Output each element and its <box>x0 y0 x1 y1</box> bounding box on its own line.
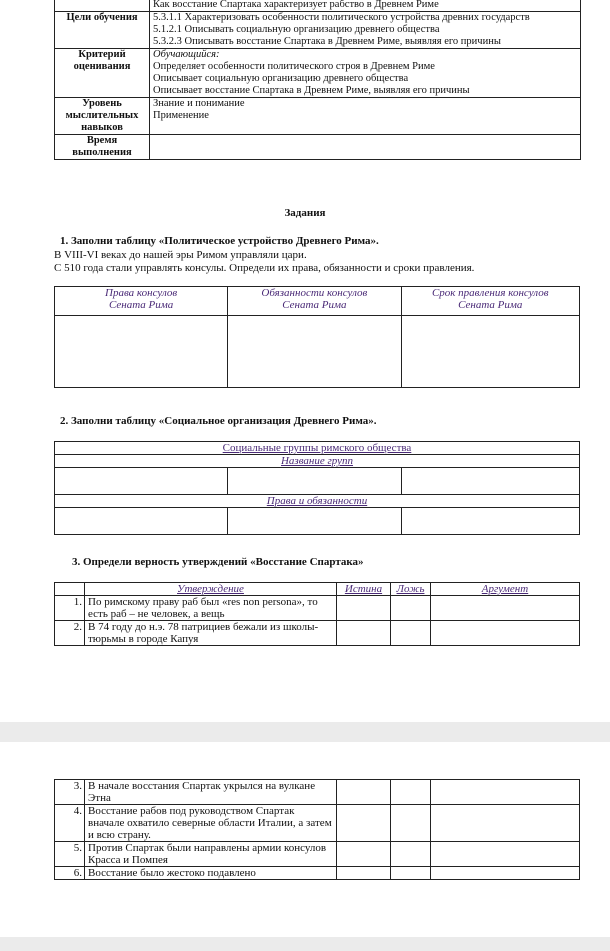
false-cell[interactable] <box>391 621 431 646</box>
argument-cell[interactable] <box>431 805 580 842</box>
rights-cell-1[interactable] <box>55 508 228 535</box>
statement-number: 2. <box>55 621 85 646</box>
statement-number: 6. <box>55 867 85 880</box>
false-cell[interactable] <box>391 596 431 621</box>
social-table <box>54 441 580 535</box>
answer-rights-cell[interactable] <box>55 316 228 388</box>
group-names-header: Название групп <box>55 455 580 468</box>
goal-2: 5.1.2.1 Описывать социальную организацию древнего общества <box>153 24 440 35</box>
statement-text: Против Спартак были направлены армии консулов Красса и Помпея <box>85 842 337 867</box>
true-cell[interactable] <box>337 805 391 842</box>
criterion-1: Определяет особенности политического строя в Древнем Риме <box>153 61 435 72</box>
group-name-cell-3[interactable] <box>401 468 580 495</box>
false-cell[interactable] <box>391 842 431 867</box>
answer-term-cell[interactable] <box>401 316 580 388</box>
false-cell[interactable] <box>391 780 431 805</box>
consuls-table <box>54 286 580 388</box>
lesson-info-table <box>54 0 581 160</box>
level-label: Уровень мыслительных навыков <box>55 98 150 135</box>
task2-title: 2. Заполни таблицу «Социальное организация Древнего Рима». <box>60 415 377 427</box>
social-groups-header: Социальные группы римского общества <box>55 442 580 455</box>
statement-text: По римскому праву раб был «res non persona», то есть раб – не человек, а вещь <box>85 596 337 621</box>
goals-cell <box>150 12 581 49</box>
criteria-cell <box>150 49 581 98</box>
rights-cell-2[interactable] <box>228 508 401 535</box>
header-rights: Права консулов Сената Рима <box>55 287 228 316</box>
tasks-heading: Задания <box>284 207 326 219</box>
task1-line2: С 510 года стали управлять консулы. Определи их права, обязанности и сроки правления. <box>54 262 475 274</box>
criterion-3: Описывает восстание Спартака в Древнем Риме, выявляя его причины <box>153 85 470 96</box>
true-cell[interactable] <box>337 596 391 621</box>
time-row <box>55 135 581 160</box>
statements-table-continued <box>54 779 580 880</box>
statements-table <box>54 582 580 646</box>
time-value <box>150 135 581 160</box>
goals-row <box>55 12 581 49</box>
statement-row <box>55 621 580 646</box>
task3-title: 3. Определи верность утверждений «Восстание Спартака» <box>72 556 364 568</box>
level-1: Знание и понимание <box>153 98 245 109</box>
topic-question: Как восстание Спартака характеризует рабство в Древнем Риме <box>150 0 581 12</box>
statement-row <box>55 842 580 867</box>
statement-row <box>55 867 580 880</box>
argument-cell[interactable] <box>431 867 580 880</box>
level-cell <box>150 98 581 135</box>
group-name-cell-1[interactable] <box>55 468 228 495</box>
group-name-cell-2[interactable] <box>228 468 401 495</box>
criterion-2: Описывает социальную организацию древнего общества <box>153 73 409 84</box>
argument-cell[interactable] <box>431 621 580 646</box>
true-cell[interactable] <box>337 621 391 646</box>
consuls-header-row <box>55 287 580 316</box>
goal-1: 5.3.1.1 Характеризовать особенности политического устройства древних государств <box>153 12 530 23</box>
false-cell[interactable] <box>391 867 431 880</box>
goal-3: 5.3.2.3 Описывать восстание Спартака в Древнем Риме, выявляя его причины <box>153 36 501 47</box>
statement-text: В 74 году до н.э. 78 патрициев бежали из школы-тюрьмы в городе Капуя <box>85 621 337 646</box>
true-cell[interactable] <box>337 780 391 805</box>
argument-cell[interactable] <box>431 780 580 805</box>
true-cell[interactable] <box>337 842 391 867</box>
statements-header-row <box>55 583 580 596</box>
statement-number: 1. <box>55 596 85 621</box>
argument-cell[interactable] <box>431 596 580 621</box>
header-argument: Аргумент <box>431 583 580 596</box>
true-cell[interactable] <box>337 867 391 880</box>
statement-row <box>55 805 580 842</box>
topic-row <box>55 0 581 12</box>
time-label: Время выполнения <box>55 135 150 160</box>
consuls-answer-row <box>55 316 580 388</box>
argument-cell[interactable] <box>431 842 580 867</box>
statement-row <box>55 780 580 805</box>
level-2: Применение <box>153 110 209 121</box>
rights-cell-3[interactable] <box>401 508 580 535</box>
statement-number: 3. <box>55 780 85 805</box>
statement-number: 4. <box>55 805 85 842</box>
task1-line1: В VIII-VI веках до нашей эры Римом управляли цари. <box>54 249 307 261</box>
header-false: Ложь <box>391 583 431 596</box>
criteria-label: Критерий оценивания <box>55 49 150 98</box>
task1-title: 1. Заполни таблицу «Политическое устройство Древнего Рима». <box>60 235 379 247</box>
header-true: Истина <box>337 583 391 596</box>
worksheet-page-2 <box>0 742 610 937</box>
statement-row <box>55 596 580 621</box>
answer-duties-cell[interactable] <box>228 316 401 388</box>
header-term: Срок правления консулов Сената Рима <box>401 287 580 316</box>
header-statement: Утверждение <box>85 583 337 596</box>
goals-label: Цели обучения <box>55 12 150 49</box>
false-cell[interactable] <box>391 805 431 842</box>
header-duties: Обязанности консулов Сената Рима <box>228 287 401 316</box>
level-row <box>55 98 581 135</box>
criteria-intro: Обучающийся: <box>153 49 220 60</box>
statement-text: В начале восстания Спартак укрылся на вулкане Этна <box>85 780 337 805</box>
statement-text: Восстание было жестоко подавлено <box>85 867 337 880</box>
rights-duties-header: Права и обязанности <box>55 495 580 508</box>
criteria-row <box>55 49 581 98</box>
statement-text: Восстание рабов под руководством Спартак вначале охватило северные области Италии, а затем и всю страну. <box>85 805 337 842</box>
statement-number: 5. <box>55 842 85 867</box>
